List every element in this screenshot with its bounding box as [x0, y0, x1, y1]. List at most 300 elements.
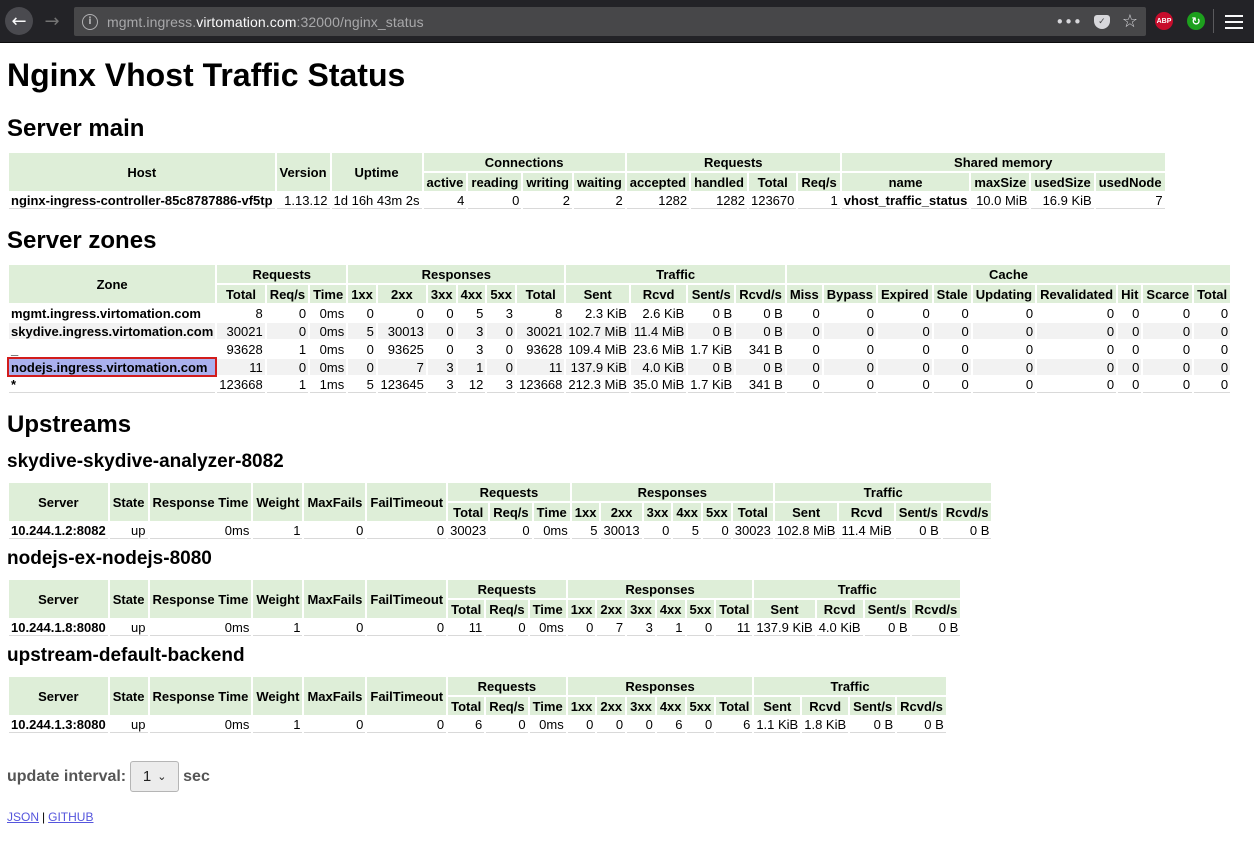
cell: 0	[1037, 323, 1116, 339]
cell: 0	[367, 717, 446, 733]
cell: 0	[597, 717, 625, 733]
cell: 3	[428, 377, 456, 393]
th-miss: Miss	[787, 285, 822, 303]
update-interval-select[interactable]	[130, 761, 179, 792]
zone-name[interactable]: _	[11, 341, 19, 357]
cell: 341 B	[736, 377, 785, 393]
cell: 0ms	[319, 305, 345, 321]
th-rcvd: Rcvd	[802, 697, 848, 715]
cell: 1	[298, 341, 307, 357]
cell: 0 B	[912, 620, 961, 636]
th-rcvd: Rcvd	[631, 285, 686, 303]
bookmark-star-icon[interactable]: ☆	[1121, 11, 1138, 32]
github-link[interactable]: GITHUB	[48, 810, 94, 824]
cell: 7	[1096, 193, 1165, 209]
cell: 102.8 MiB	[776, 523, 836, 538]
th-sent: Sent	[566, 285, 629, 303]
cell: 3	[428, 359, 456, 375]
cell: 11.4 MiB	[841, 523, 892, 538]
cell: 0	[486, 620, 527, 636]
th-traffic: Traffic	[754, 580, 960, 598]
upstreams-section	[7, 451, 1247, 735]
cell: 0	[348, 359, 376, 375]
cell: 0	[446, 341, 454, 357]
cell: 0	[824, 323, 876, 339]
th-5xx: 5xx	[687, 697, 715, 715]
th-requests: Requests	[448, 677, 566, 695]
cell: 0	[1106, 305, 1115, 321]
interval-value: 1	[142, 768, 152, 785]
th-2xx: 2xx	[378, 285, 426, 303]
th-traffic: Traffic	[566, 265, 784, 283]
adblock-icon[interactable]: ABP	[1155, 12, 1173, 30]
th-maxsize: maxSize	[971, 173, 1029, 191]
cell: 2.3 KiB	[585, 305, 627, 321]
cell: 0ms	[150, 717, 252, 733]
cell: 0	[1106, 341, 1115, 357]
cell: 0 B	[897, 717, 946, 733]
th-3xx: 3xx	[627, 600, 655, 618]
cell: 0	[490, 523, 531, 539]
cell: 0	[1143, 359, 1192, 375]
cell: 11.4 MiB	[631, 323, 686, 339]
cell: 0 B	[896, 523, 941, 539]
th-4xx: 4xx	[657, 600, 685, 618]
th-responses: Responses	[568, 580, 753, 598]
cell: up	[110, 523, 148, 539]
th-active: active	[424, 173, 467, 191]
cell: 0	[304, 620, 365, 636]
th-weight: Weight	[253, 677, 302, 715]
th-responses: Responses	[348, 265, 564, 283]
th-scarce: Scarce	[1143, 285, 1192, 303]
cell: 10.244.1.3:8080	[11, 717, 106, 732]
th-response-time: Response Time	[150, 677, 252, 715]
th-reqs: Req/s	[267, 285, 308, 303]
forward-button[interactable]	[38, 7, 66, 35]
cell: 341 B	[748, 341, 783, 357]
cell: 0	[961, 305, 969, 321]
sync-icon[interactable]: ↻	[1187, 12, 1205, 30]
th-rcvds: Rcvd/s	[736, 285, 785, 303]
upstream-table	[7, 578, 962, 638]
th-rcvd: Rcvd	[817, 600, 863, 618]
cell: 0	[1025, 341, 1034, 357]
th-maxfails: MaxFails	[304, 483, 365, 521]
cell: 1.7 KiB	[690, 341, 733, 357]
cell: 0	[824, 359, 876, 375]
address-bar[interactable]	[74, 7, 1146, 36]
upstream-row	[9, 717, 946, 733]
cell: 0	[973, 377, 1035, 393]
th-requests: Requests	[448, 580, 566, 598]
server-zones-heading: Server zones	[7, 227, 157, 254]
cell: 0ms	[310, 323, 346, 339]
zone-name[interactable]: mgmt.ingress.virtomation.com	[11, 305, 201, 321]
th-requests: Requests	[627, 153, 840, 171]
th-response-time: Response Time	[150, 580, 252, 618]
th-resp-total: Total	[733, 503, 773, 521]
cell: 109.4 MiB	[568, 341, 627, 357]
th-total: Total	[448, 600, 484, 618]
page-actions-icon[interactable]: •••	[1055, 12, 1082, 31]
zone-row	[9, 323, 1230, 339]
cell: 0	[487, 359, 515, 375]
th-sents: Sent/s	[850, 697, 895, 715]
cell: 0	[366, 305, 374, 321]
cell: 1.13.12	[277, 193, 330, 209]
cell: 7	[378, 359, 426, 375]
cell: 0	[304, 717, 365, 733]
cell: 11	[448, 620, 484, 636]
cell: 0 B	[865, 620, 910, 636]
th-usednode: usedNode	[1096, 173, 1165, 191]
th-responses: Responses	[568, 677, 753, 695]
cell: vhost_traffic_status	[843, 193, 968, 208]
cell: 10.244.1.2:8082	[11, 523, 106, 538]
th-5xx: 5xx	[687, 600, 715, 618]
th-requests: Requests	[217, 265, 346, 283]
th-5xx: 5xx	[487, 285, 515, 303]
th-usedsize: usedSize	[1031, 173, 1093, 191]
link-separator: |	[42, 810, 46, 824]
cell: 123670	[750, 193, 795, 208]
cell: 8	[555, 305, 563, 321]
th-state: State	[110, 580, 148, 618]
th-failtimeout: FailTimeout	[367, 483, 446, 521]
th-reading: reading	[468, 173, 521, 191]
cell: 0ms	[534, 523, 570, 539]
th-stale: Stale	[934, 285, 971, 303]
cell: 93628	[226, 341, 263, 357]
cell: 0	[1118, 377, 1141, 393]
cell: 137.9 KiB	[756, 620, 813, 635]
cell: 1.8 KiB	[804, 717, 847, 732]
cell: 30023	[450, 523, 487, 538]
cell: 3	[487, 377, 515, 393]
cell: nginx-ingress-controller-85c8787886-vf5tp	[11, 193, 273, 208]
back-arrow-icon: ←	[11, 10, 27, 32]
th-sent: Sent	[754, 697, 800, 715]
cell: 3	[505, 305, 514, 321]
th-total: Total	[448, 697, 484, 715]
cell: 0 B	[850, 717, 895, 733]
th-time: Time	[534, 503, 570, 521]
server-main-row	[9, 193, 1165, 209]
th-rcvd: Rcvd	[839, 503, 893, 521]
update-interval-row	[7, 761, 1247, 792]
zone-row	[9, 359, 1230, 375]
cell: 1.7 KiB	[690, 377, 733, 392]
th-4xx: 4xx	[458, 285, 486, 303]
th-cache: Cache	[787, 265, 1230, 283]
cell: 0	[1143, 377, 1192, 393]
url-actions	[1055, 7, 1138, 36]
cell: 1	[657, 620, 685, 636]
toolbar-divider	[1213, 9, 1214, 33]
th-weight: Weight	[253, 483, 302, 521]
cell: 0	[1132, 305, 1140, 321]
cell: 4.0 KiB	[631, 359, 686, 375]
th-5xx: 5xx	[703, 503, 731, 521]
cell: 5	[348, 377, 376, 393]
cell: 4.0 KiB	[818, 620, 861, 635]
cell: 123645	[378, 377, 426, 393]
th-host: Host	[9, 153, 275, 191]
cell: 23.6 MiB	[632, 341, 685, 357]
cell: 0	[627, 717, 655, 733]
th-1xx: 1xx	[568, 600, 596, 618]
cell: 3	[476, 341, 484, 357]
th-sents: Sent/s	[688, 285, 734, 303]
cell: 35.0 MiB	[632, 377, 685, 392]
cell: 0ms	[530, 620, 566, 636]
th-bypass: Bypass	[824, 285, 876, 303]
cell: 0	[367, 523, 446, 539]
cell: 0	[973, 359, 1035, 375]
cell: 0	[416, 305, 424, 321]
th-writing: writing	[523, 173, 572, 191]
cell: 2	[523, 193, 572, 209]
cell: 1	[458, 359, 486, 375]
th-1xx: 1xx	[348, 285, 376, 303]
th-waiting: waiting	[574, 173, 625, 191]
upstream-heading: upstream-default-backend	[7, 645, 245, 666]
th-failtimeout: FailTimeout	[367, 580, 446, 618]
server-main-table	[7, 151, 1167, 211]
zone-name[interactable]: skydive.ingress.virtomation.com	[11, 323, 214, 339]
th-accepted: accepted	[627, 173, 689, 191]
cell: 0	[1194, 377, 1230, 393]
pocket-icon[interactable]: ✓	[1094, 15, 1110, 29]
th-shared-memory: Shared memory	[842, 153, 1165, 171]
site-info-icon[interactable]: i	[82, 14, 98, 30]
cell: 102.7 MiB	[568, 323, 627, 339]
cell: 2.6 KiB	[642, 305, 685, 321]
upstream-row	[9, 620, 960, 636]
cell: 6	[716, 717, 752, 733]
cell: 12	[458, 377, 486, 393]
th-total: Total	[749, 173, 796, 191]
th-updating: Updating	[973, 285, 1035, 303]
cell: 1	[267, 377, 308, 393]
th-version: Version	[277, 153, 330, 191]
cell: 0	[961, 341, 969, 357]
cell: 0	[1037, 359, 1116, 375]
th-expired: Expired	[878, 285, 932, 303]
th-requests: Requests	[448, 483, 570, 501]
cell: 0 B	[712, 305, 733, 321]
zone-name[interactable]: *	[9, 377, 215, 393]
cell: 123668	[519, 377, 563, 392]
th-uptime: Uptime	[332, 153, 422, 191]
cell: 0	[787, 323, 822, 339]
footer-links	[7, 810, 1247, 824]
th-hit: Hit	[1118, 285, 1141, 303]
cell: 0	[1118, 359, 1141, 375]
cell: 1	[253, 620, 302, 636]
cell: 6	[448, 717, 484, 733]
cell: 0	[428, 323, 456, 339]
cell: 0	[366, 341, 374, 357]
cell: 1.1 KiB	[756, 717, 799, 732]
cell: 0	[1182, 305, 1191, 321]
zone-row	[9, 377, 1230, 393]
cell: 0	[812, 305, 820, 321]
th-2xx: 2xx	[597, 697, 625, 715]
json-link[interactable]: JSON	[7, 810, 40, 824]
cell: 0ms	[150, 523, 252, 539]
th-traffic: Traffic	[754, 677, 946, 695]
th-reqs: Req/s	[490, 503, 531, 521]
cell: 11	[517, 359, 564, 375]
cell: 0	[1025, 305, 1034, 321]
cell: 2	[574, 193, 625, 209]
upstream-table	[7, 675, 948, 735]
th-cache-total: Total	[1194, 285, 1230, 303]
th-rcvds: Rcvd/s	[912, 600, 961, 618]
cell: 1282	[691, 193, 747, 209]
hamburger-menu-icon[interactable]	[1222, 11, 1246, 33]
th-2xx: 2xx	[597, 600, 625, 618]
th-handled: handled	[691, 173, 747, 191]
cell: 30013	[378, 323, 426, 339]
cell: 0	[505, 341, 514, 357]
cell: 10.0 MiB	[971, 193, 1029, 209]
th-failtimeout: FailTimeout	[367, 677, 446, 715]
th-4xx: 4xx	[657, 697, 685, 715]
cell: 123668	[219, 377, 263, 392]
th-weight: Weight	[253, 580, 302, 618]
cell: 0 B	[943, 523, 992, 539]
cell: 0	[973, 323, 1035, 339]
cell: 0	[1194, 359, 1230, 375]
zone-name[interactable]: nodejs.ingress.virtomation.com	[9, 359, 215, 375]
th-total: Total	[448, 503, 488, 521]
th-3xx: 3xx	[644, 503, 672, 521]
forward-arrow-icon: →	[44, 10, 60, 32]
cell: 0 B	[763, 305, 783, 321]
th-sent: Sent	[754, 600, 814, 618]
th-connections: Connections	[424, 153, 625, 171]
cell: 30021	[517, 323, 564, 339]
cell: 0	[1220, 341, 1229, 357]
sec-label: sec	[183, 767, 210, 785]
cell: 0	[934, 323, 971, 339]
cell: 0	[878, 323, 932, 339]
cell: 0 B	[688, 359, 734, 375]
cell: 0	[703, 523, 731, 539]
cell: 0	[687, 717, 715, 733]
cell: 0	[934, 377, 971, 393]
th-total: Total	[217, 285, 264, 303]
cell: 1	[798, 193, 839, 209]
cell: 11	[716, 620, 752, 636]
upstream-row	[9, 523, 991, 539]
cell: 8	[255, 305, 263, 321]
cell: 0	[486, 717, 527, 733]
cell: 0	[812, 341, 820, 357]
cell: 212.3 MiB	[568, 377, 627, 392]
cell: 0	[298, 305, 307, 321]
th-sent: Sent	[775, 503, 838, 521]
cell: 0	[1220, 305, 1229, 321]
cell: 93628	[526, 341, 563, 357]
server-zones-table	[7, 263, 1232, 395]
cell: 0ms	[530, 717, 566, 733]
th-response-time: Response Time	[150, 483, 252, 521]
cell: 0	[304, 523, 365, 539]
th-state: State	[110, 677, 148, 715]
cell: 0	[267, 359, 308, 375]
cell: 5	[476, 305, 484, 321]
cell: 16.9 KiB	[1031, 193, 1093, 209]
th-time: Time	[310, 285, 346, 303]
upstream-heading: skydive-skydive-analyzer-8082	[7, 451, 284, 472]
cell: 1	[253, 717, 302, 733]
cell: 30023	[734, 523, 771, 538]
cell: 0	[446, 305, 454, 321]
th-1xx: 1xx	[572, 503, 600, 521]
url-suffix: :32000/nginx_status	[296, 13, 424, 30]
cell: 0	[787, 359, 822, 375]
th-traffic: Traffic	[775, 483, 992, 501]
th-1xx: 1xx	[568, 697, 596, 715]
cell: 0	[934, 359, 971, 375]
cell: 5	[572, 523, 600, 539]
th-server: Server	[9, 483, 108, 521]
cell: 30021	[217, 323, 264, 339]
cell: 0	[487, 323, 515, 339]
page-title: Nginx Vhost Traffic Status	[7, 57, 406, 93]
cell: 0	[878, 377, 932, 393]
cell: 0	[644, 523, 672, 539]
cell: 0ms	[319, 341, 345, 357]
th-name: name	[842, 173, 970, 191]
th-resp-total: Total	[517, 285, 564, 303]
cell: 4	[424, 193, 467, 209]
th-time: Time	[530, 600, 566, 618]
chevron-down-icon: ⌄	[157, 770, 167, 783]
upstream-heading: nodejs-ex-nodejs-8080	[7, 548, 212, 569]
cell: 93625	[387, 341, 424, 357]
cell: 0	[568, 620, 596, 636]
url-text[interactable]	[107, 14, 424, 30]
cell: 0	[922, 341, 930, 357]
cell: 0	[1132, 341, 1140, 357]
back-button[interactable]	[5, 7, 33, 35]
browser-toolbar	[0, 0, 1254, 43]
cell: 6	[657, 717, 685, 733]
th-resp-total: Total	[716, 697, 752, 715]
th-rcvds: Rcvd/s	[897, 697, 946, 715]
th-server: Server	[9, 580, 108, 618]
cell: 0	[367, 620, 446, 636]
cell: 11	[217, 359, 264, 375]
cell: 0	[866, 305, 874, 321]
cell: 0	[1143, 323, 1192, 339]
cell: 0ms	[310, 359, 346, 375]
update-interval-label: update interval:	[7, 767, 127, 785]
th-reqs: Req/s	[798, 173, 839, 191]
cell: 0	[1182, 341, 1191, 357]
cell: 0	[267, 323, 308, 339]
th-reqs: Req/s	[486, 697, 527, 715]
cell: 0 B	[736, 359, 785, 375]
cell: 137.9 KiB	[566, 359, 629, 375]
cell: 1ms	[310, 377, 346, 393]
cell: 0	[1194, 323, 1230, 339]
